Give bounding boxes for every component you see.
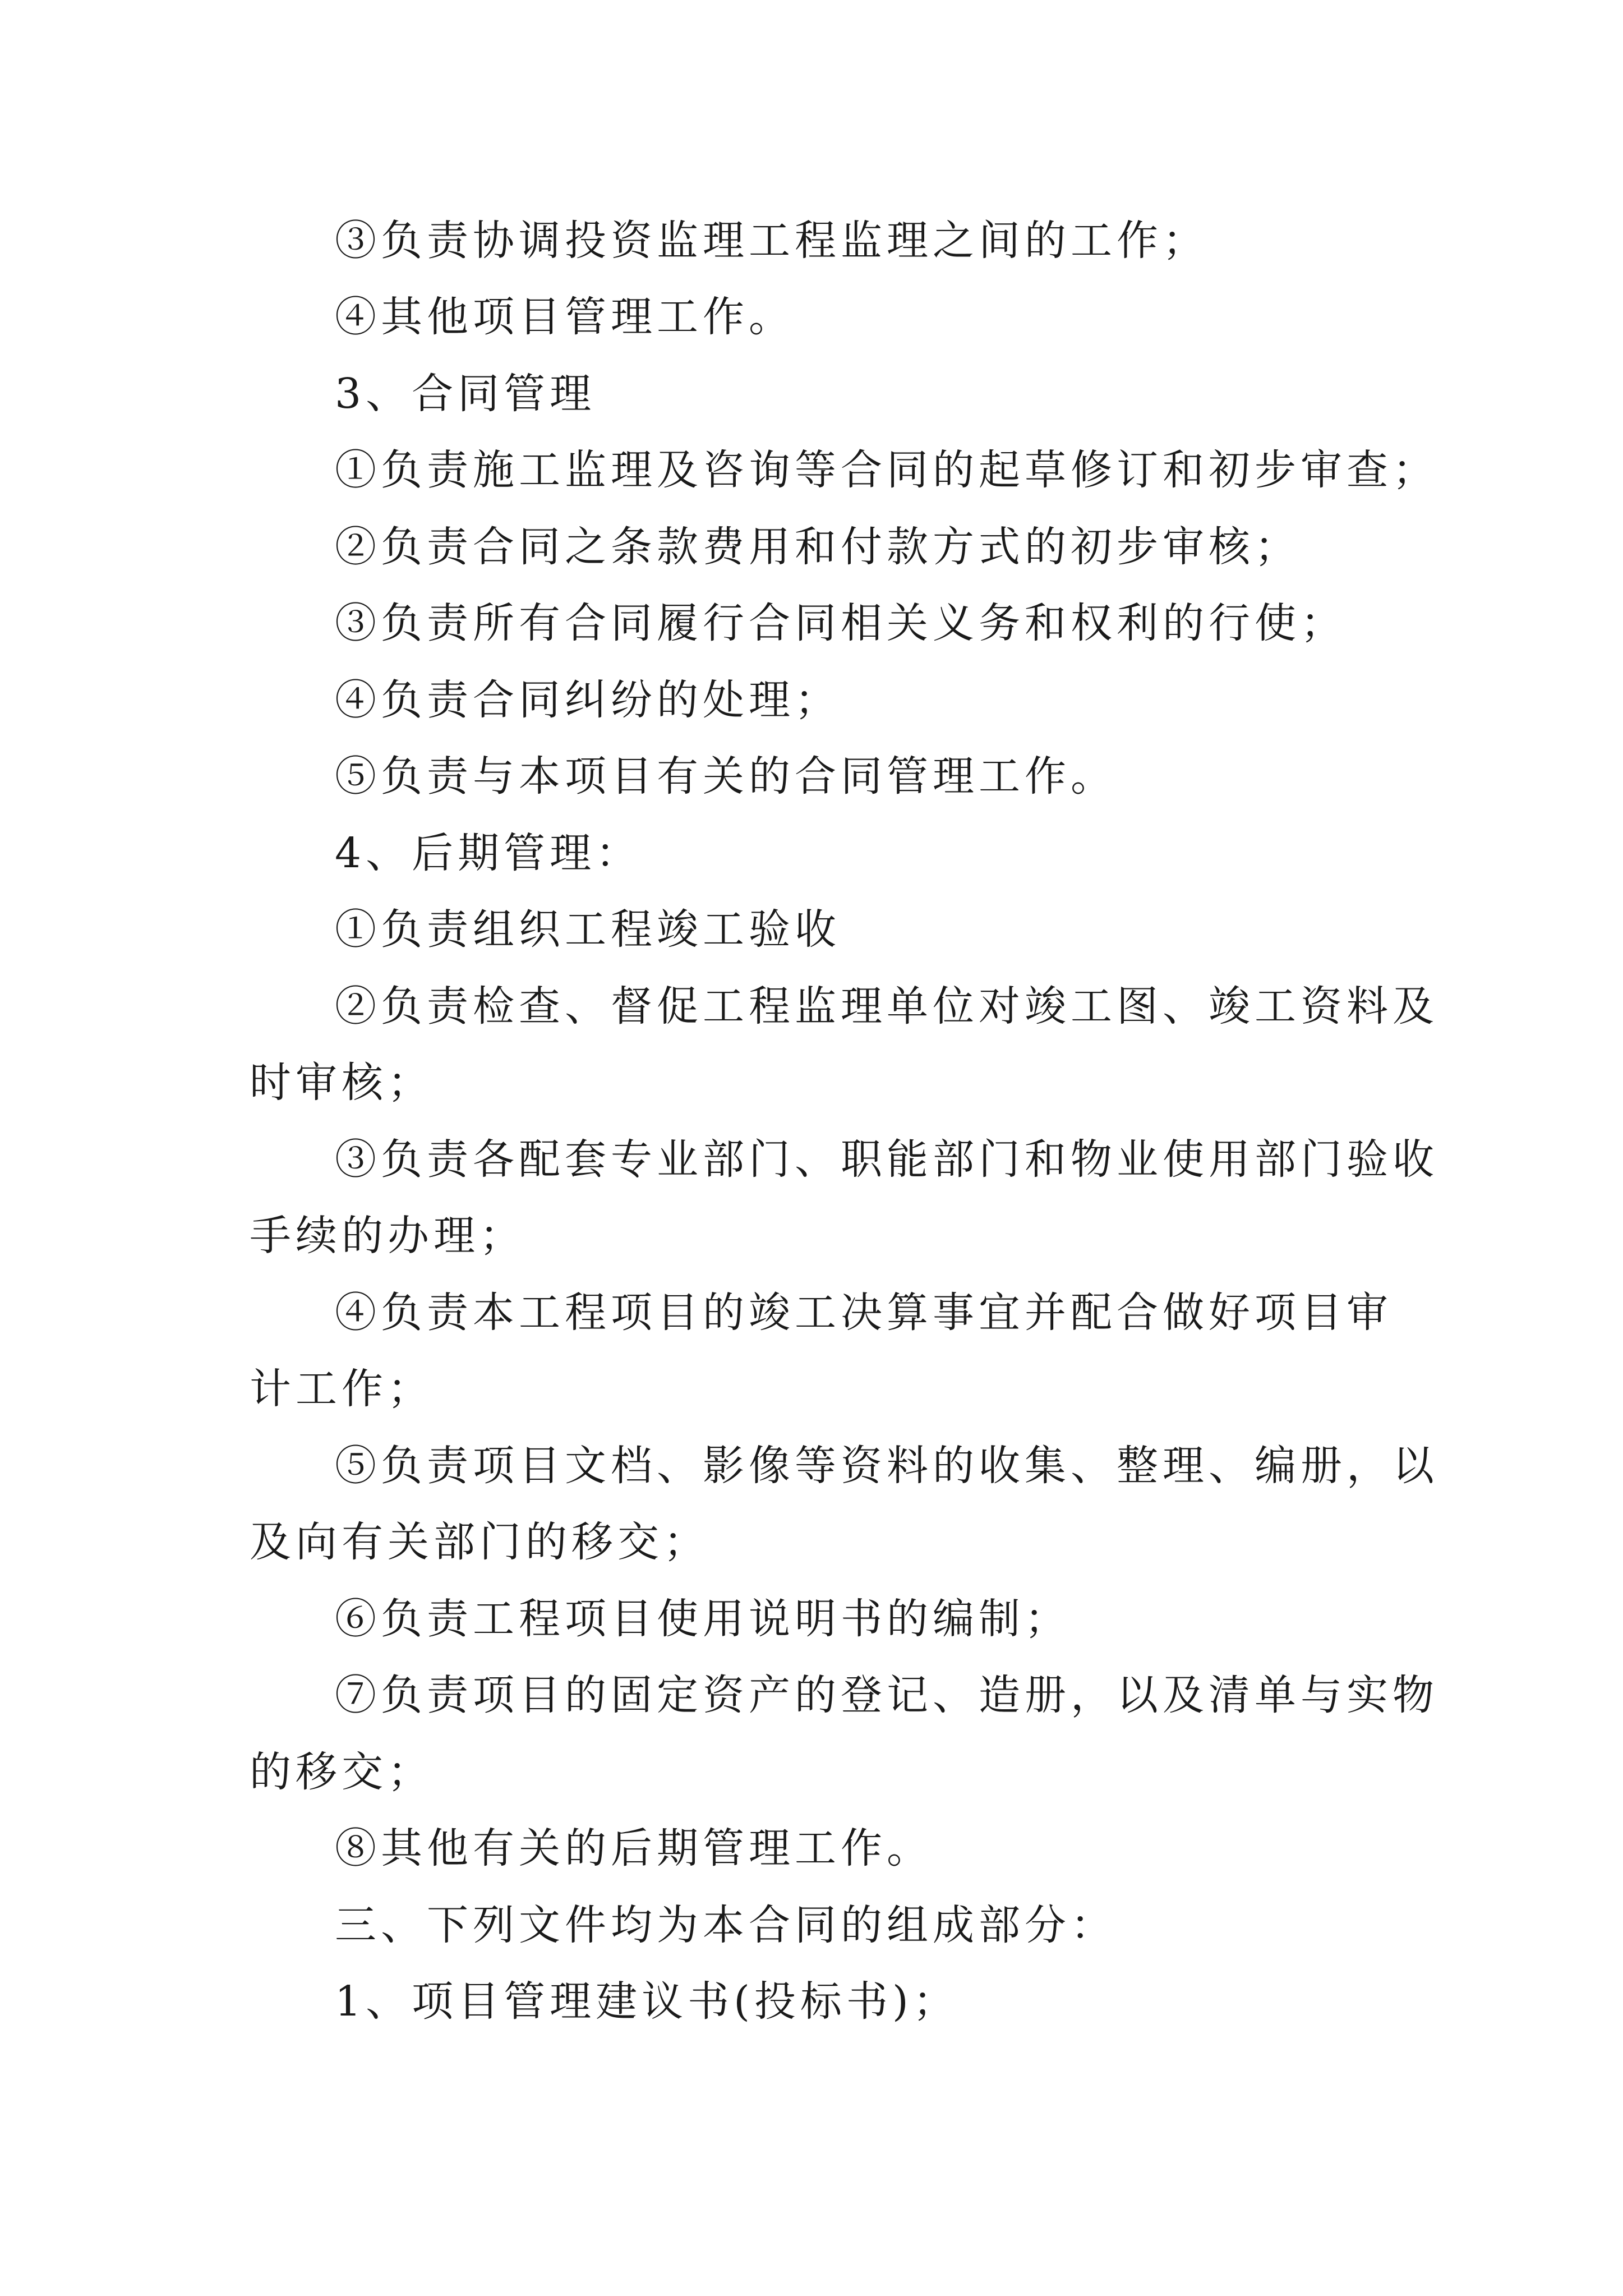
section-heading: 4、后期管理： (335, 829, 642, 877)
text-line: ⑤负责项目文档、影像等资料的收集、整理、编册，以 (335, 1442, 1438, 1490)
text-line: 时审核； (250, 1059, 434, 1107)
text-line: 手续的办理； (250, 1212, 525, 1260)
section-heading: 3、合同管理 (335, 370, 596, 418)
text-line: ③负责所有合同履行合同相关义务和权利的行使； (335, 599, 1347, 647)
text-line: ⑤负责与本项目有关的合同管理工作。 (335, 752, 1117, 800)
text-line: ④其他项目管理工作。 (335, 293, 795, 341)
text-line: 1、项目管理建议书(投标书)； (335, 1977, 959, 2026)
section-heading: 三、下列文件均为本合同的组成部分： (335, 1901, 1117, 1949)
text-line: ⑧其他有关的后期管理工作。 (335, 1824, 933, 1872)
text-line: ③负责各配套专业部门、职能部门和物业使用部门验收 (335, 1135, 1438, 1184)
text-line: 及向有关部门的移交； (250, 1518, 709, 1566)
text-line: ③负责协调投资监理工程监理之间的工作； (335, 217, 1209, 265)
text-line: ①负责组织工程竣工验收 (335, 905, 841, 954)
text-line: ④负责合同纠纷的处理； (335, 676, 841, 724)
text-line: 的移交； (250, 1748, 434, 1796)
text-line: ⑥负责工程项目使用说明书的编制； (335, 1595, 1071, 1643)
text-line: ④负责本工程项目的竣工决算事宜并配合做好项目审 (335, 1289, 1393, 1337)
text-line: ②负责合同之条款费用和付款方式的初步审核； (335, 523, 1301, 571)
text-line: ⑦负责项目的固定资产的登记、造册，以及清单与实物 (335, 1671, 1438, 1719)
text-line: ①负责施工监理及咨询等合同的起草修订和初步审查； (335, 446, 1438, 494)
text-line: 计工作； (250, 1365, 434, 1413)
text-line: ②负责检查、督促工程监理单位对竣工图、竣工资料及 (335, 982, 1438, 1030)
